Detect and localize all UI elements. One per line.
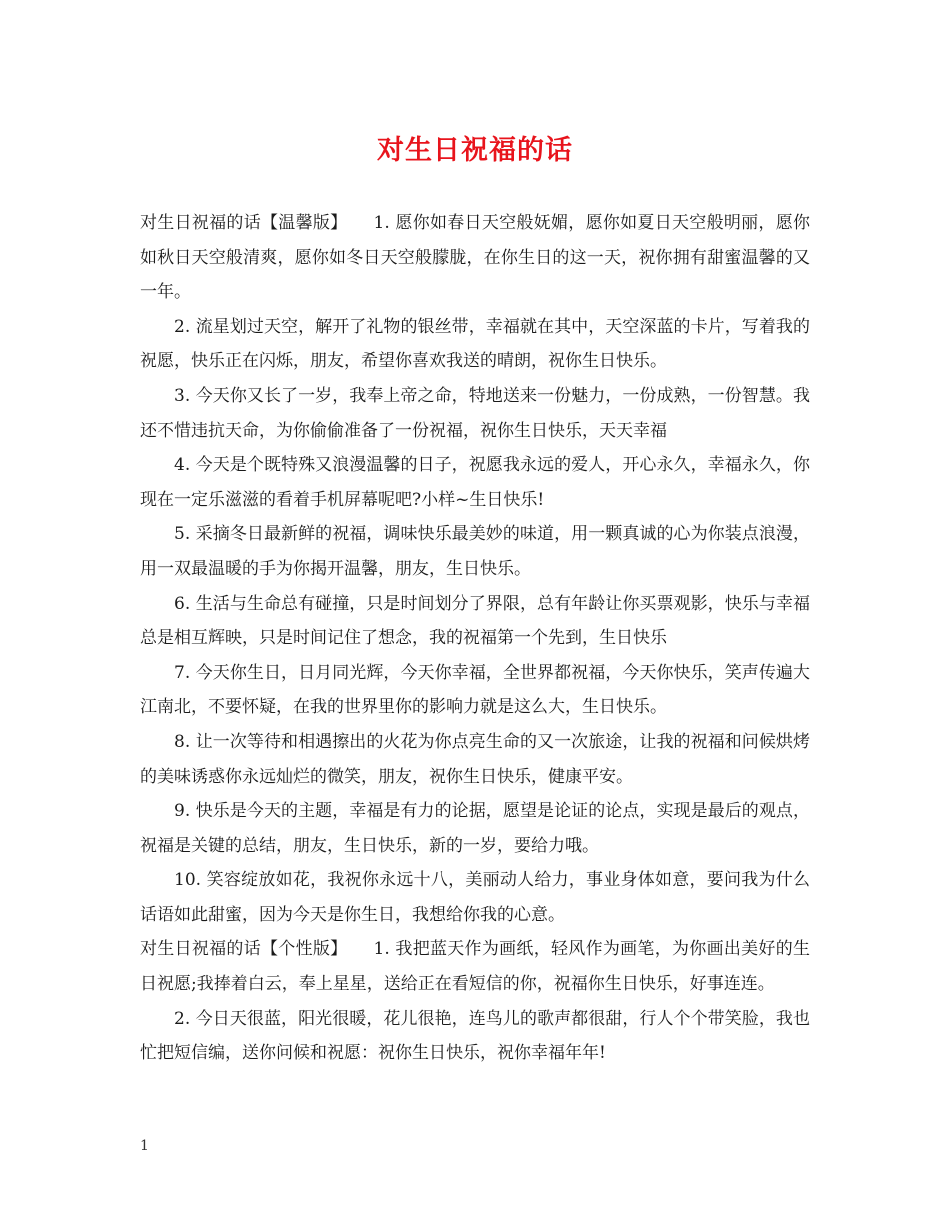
document-title: 对生日祝福的话 — [377, 135, 573, 166]
paragraph: 7. 今天你生日，日月同光辉，今天你幸福，全世界都祝福，今天你快乐，笑声传遍大江南北，不要怀疑，在我的世界里你的影响力就是这么大，生日快乐。 — [140, 662, 810, 718]
paragraph: 2. 今日天很蓝，阳光很暖，花儿很艳，连鸟儿的歌声都很甜，行人个个带笑脸，我也忙把短信编，送你问候和祝愿：祝你生日快乐，祝你幸福年年! — [140, 1008, 810, 1064]
paragraph: 8. 让一次等待和相遇擦出的火花为你点亮生命的又一次旅途，让我的祝福和问候烘烤的美味诱惑你永远灿烂的微笑，朋友，祝你生日快乐，健康平安。 — [140, 731, 810, 787]
paragraph: 对生日祝福的话【温馨版】 1. 愿你如春日天空般妩媚，愿你如夏日天空般明丽，愿你如秋日天空般清爽，愿你如冬日天空般朦胧，在你生日的这一天，祝你拥有甜蜜温馨的又一年。 — [140, 213, 810, 303]
paragraph: 6. 生活与生命总有碰撞，只是时间划分了界限，总有年龄让你买票观影，快乐与幸福总是相互辉映，只是时间记住了想念，我的祝福第一个先到，生日快乐 — [140, 593, 810, 649]
paragraph: 3. 今天你又长了一岁，我奉上帝之命，特地送来一份魅力，一份成熟，一份智慧。我还不惜违抗天命，为你偷偷准备了一份祝福，祝你生日快乐，天天幸福 — [140, 385, 810, 441]
paragraph: 5. 采摘冬日最新鲜的祝福，调味快乐最美妙的味道，用一颗真诚的心为你装点浪漫，用一双最温暖的手为你揭开温馨，朋友，生日快乐。 — [140, 524, 810, 579]
paragraph: 9. 快乐是今天的主题，幸福是有力的论据，愿望是论证的论点，实现是最后的观点，祝福是关键的总结，朋友，生日快乐，新的一岁，要给力哦。 — [140, 801, 810, 856]
paragraph: 4. 今天是个既特殊又浪漫温馨的日子，祝愿我永远的爱人，开心永久，幸福永久，你现在一定乐滋滋的看着手机屏幕呢吧?小样~生日快乐! — [140, 455, 810, 510]
document-body — [140, 206, 810, 1071]
paragraph: 对生日祝福的话【个性版】 1. 我把蓝天作为画纸，轻风作为画笔，为你画出美好的生日祝愿;我捧着白云，奉上星星，送给正在看短信的你，祝福你生日快乐，好事连连。 — [140, 939, 810, 995]
paragraph: 2. 流星划过天空，解开了礼物的银丝带，幸福就在其中，天空深蓝的卡片，写着我的祝愿，快乐正在闪烁，朋友，希望你喜欢我送的晴朗，祝你生日快乐。 — [140, 316, 810, 372]
page-number: 1 — [140, 1138, 149, 1154]
paragraph: 10. 笑容绽放如花，我祝你永远十八，美丽动人给力，事业身体如意，要问我为什么话语如此甜蜜，因为今天是你生日，我想给你我的心意。 — [140, 870, 810, 925]
